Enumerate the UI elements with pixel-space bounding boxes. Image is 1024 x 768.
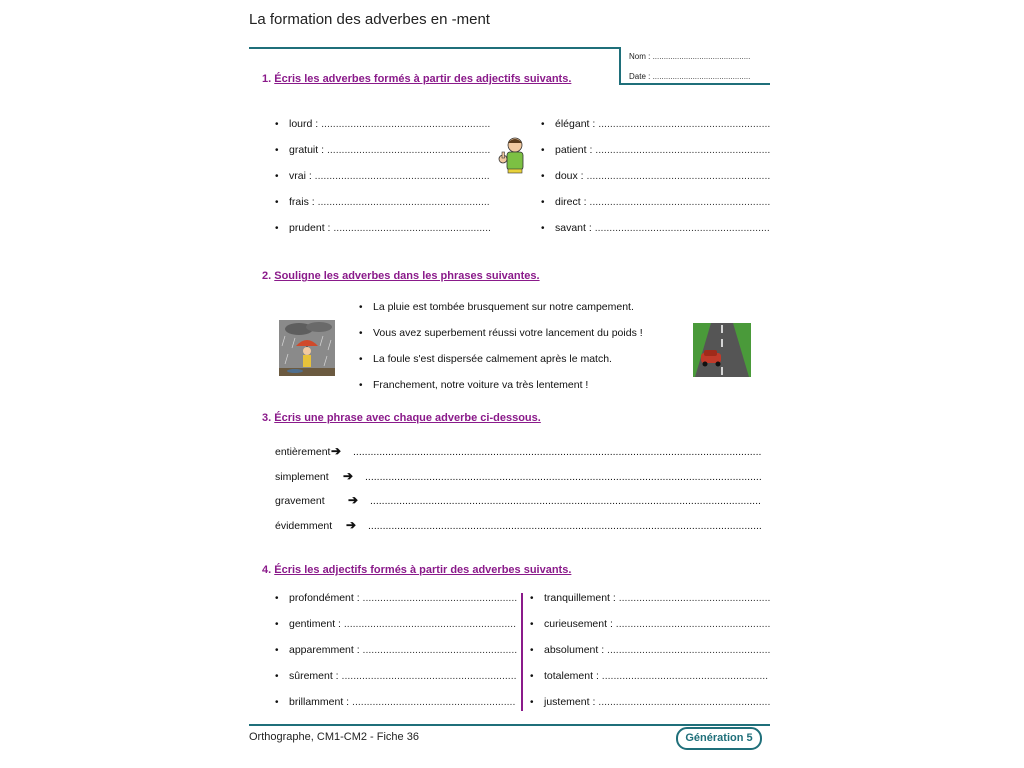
- adverb-item-row: [530, 696, 770, 708]
- answer-line[interactable]: ............................................................: [338, 670, 517, 682]
- answer-line[interactable]: ....................................................: [615, 592, 771, 604]
- adjective-item-label: patient :: [555, 144, 593, 156]
- sentence-item-row: [359, 301, 634, 313]
- header-rule: [249, 47, 619, 49]
- section-1-title: 1. Écris les adverbes formés à partir des adjectifs suivants.: [262, 73, 572, 85]
- answer-line[interactable]: .....................................................: [612, 618, 771, 630]
- adverb-item-label: totalement :: [544, 670, 599, 682]
- sentence-answer-line[interactable]: ......................................................................................................................................: [370, 495, 761, 507]
- bullet-icon: •: [359, 354, 363, 365]
- adverb-word: évidemment: [275, 519, 333, 532]
- adjective-item-row: [541, 170, 770, 182]
- publisher-badge: Génération 5: [676, 727, 762, 750]
- answer-line[interactable]: .........................................................: [598, 670, 769, 682]
- answer-line[interactable]: ........................................................: [324, 144, 491, 156]
- bullet-icon: •: [541, 145, 545, 156]
- right-arrow-icon: ➔: [348, 493, 359, 507]
- adverb-item-label: profondément :: [289, 592, 360, 604]
- answer-line[interactable]: ............................................................: [592, 144, 771, 156]
- answer-line[interactable]: ...............................................................: [583, 170, 771, 182]
- adjective-item-label: lourd :: [289, 118, 319, 130]
- right-arrow-icon: ➔: [343, 468, 354, 483]
- thumbs-up-boy-illustration: [497, 135, 533, 177]
- bullet-icon: •: [275, 593, 279, 604]
- answer-line[interactable]: ........................................................: [349, 696, 516, 708]
- answer-line[interactable]: ......................................................: [330, 222, 491, 234]
- adverb-item-row: [530, 592, 770, 604]
- adjective-item-label: prudent :: [289, 222, 331, 234]
- section-3-title: 3. Écris une phrase avec chaque adverbe ci-dessous.: [262, 412, 541, 424]
- adverb-word: simplement: [275, 470, 329, 483]
- header-divider: [619, 47, 621, 84]
- adverb-item-row: [275, 696, 515, 708]
- adjective-item-row: [541, 222, 770, 234]
- answer-line[interactable]: .....................................................: [359, 644, 518, 656]
- adjective-item-row: [541, 196, 770, 208]
- adverb-item-row: [275, 670, 517, 682]
- adverb-item-row: [275, 644, 517, 656]
- adjective-item-label: gratuit :: [289, 144, 325, 156]
- bullet-icon: •: [275, 171, 279, 182]
- adjective-item-label: savant :: [555, 222, 592, 234]
- adverb-item-row: [530, 618, 770, 630]
- adjective-item-row: [275, 170, 490, 182]
- page-title: La formation des adverbes en -ment: [249, 11, 490, 28]
- bullet-icon: •: [275, 223, 279, 234]
- adverb-item-row: [530, 670, 768, 682]
- bullet-icon: •: [530, 593, 534, 604]
- section-4-divider: [521, 593, 523, 711]
- sentence-item-row: [359, 353, 612, 365]
- adverb-item-label: apparemment :: [289, 644, 360, 656]
- bullet-icon: •: [275, 697, 279, 708]
- adjective-item-label: frais :: [289, 196, 315, 208]
- sentence-item-row: [359, 327, 643, 339]
- adverb-item-row: [275, 618, 516, 630]
- section-2-title: 2. Souligne les adverbes dans les phrases suivantes.: [262, 270, 540, 282]
- sentence-item-row: [359, 379, 588, 391]
- adjective-item-row: [541, 144, 770, 156]
- sentence-item-label: Franchement, notre voiture va très lentement !: [373, 379, 589, 391]
- footer-text: Orthographe, CM1-CM2 - Fiche 36: [249, 731, 419, 743]
- adjective-item-row: [275, 144, 490, 156]
- answer-line[interactable]: ............................................................: [311, 170, 490, 182]
- right-arrow-icon: ➔: [331, 444, 342, 458]
- answer-line[interactable]: ..............................................................: [586, 196, 771, 208]
- adverb-item-label: justement :: [544, 696, 596, 708]
- bullet-icon: •: [359, 328, 363, 339]
- bullet-icon: •: [275, 145, 279, 156]
- bullet-icon: •: [541, 171, 545, 182]
- adverb-item-label: tranquillement :: [544, 592, 616, 604]
- answer-line[interactable]: ............................................................: [591, 222, 770, 234]
- bullet-icon: •: [275, 671, 279, 682]
- bullet-icon: •: [275, 197, 279, 208]
- bullet-icon: •: [530, 697, 534, 708]
- adjective-item-row: [275, 118, 490, 130]
- sentence-answer-line[interactable]: .......................................................................................................................................: [368, 519, 762, 532]
- header-bottom-rule: [619, 83, 770, 85]
- adverb-item-label: brillamment :: [289, 696, 350, 708]
- rain-umbrella-illustration: [279, 320, 335, 376]
- bullet-icon: •: [359, 380, 363, 391]
- adverb-item-label: curieusement :: [544, 618, 613, 630]
- sentence-item-label: La foule s'est dispersée calmement après le match.: [373, 353, 612, 365]
- bullet-icon: •: [359, 302, 363, 313]
- adjective-item-label: vrai :: [289, 170, 312, 182]
- date-field: Date : ............................................: [629, 72, 751, 81]
- sentence-item-label: Vous avez superbement réussi votre lancement du poids !: [373, 327, 643, 339]
- sentence-answer-line[interactable]: ........................................................................................................................................: [365, 470, 762, 483]
- footer-rule: [249, 724, 770, 726]
- bullet-icon: •: [541, 119, 545, 130]
- answer-line[interactable]: ...........................................................: [340, 618, 516, 630]
- bullet-icon: •: [275, 619, 279, 630]
- bullet-icon: •: [275, 119, 279, 130]
- bullet-icon: •: [275, 645, 279, 656]
- bullet-icon: •: [541, 197, 545, 208]
- road-car-illustration: [693, 323, 751, 377]
- adjective-item-row: [541, 118, 770, 130]
- adverb-item-label: absolument :: [544, 644, 605, 656]
- adverb-item-label: gentiment :: [289, 618, 341, 630]
- sentence-answer-line[interactable]: ............................................................................................................................................: [353, 446, 762, 458]
- bullet-icon: •: [530, 645, 534, 656]
- adverb-item-label: sûrement :: [289, 670, 339, 682]
- bullet-icon: •: [530, 671, 534, 682]
- adjective-item-row: [275, 222, 491, 234]
- adjective-item-label: élégant :: [555, 118, 596, 130]
- adjective-item-label: doux :: [555, 170, 584, 182]
- answer-line[interactable]: .....................................................: [359, 592, 518, 604]
- answer-line[interactable]: ...........................................................: [595, 696, 771, 708]
- bullet-icon: •: [541, 223, 545, 234]
- sentence-item-label: La pluie est tombée brusquement sur notre campement.: [373, 301, 634, 313]
- adverb-item-row: [530, 644, 770, 656]
- answer-line[interactable]: ...........................................................: [595, 118, 771, 130]
- adverb-item-row: [275, 592, 517, 604]
- name-field: Nom : ............................................: [629, 52, 751, 61]
- adjective-item-row: [275, 196, 490, 208]
- answer-line[interactable]: ........................................................: [604, 644, 771, 656]
- bullet-icon: •: [530, 619, 534, 630]
- adverb-word: entièrement: [275, 446, 331, 458]
- section-4-title: 4. Écris les adjectifs formés à partir des adverbes suivants.: [262, 564, 572, 576]
- answer-line[interactable]: ..........................................................: [318, 118, 491, 130]
- right-arrow-icon: ➔: [346, 517, 357, 532]
- answer-line[interactable]: ...........................................................: [314, 196, 490, 208]
- adjective-item-label: direct :: [555, 196, 587, 208]
- adverb-word: gravement: [275, 495, 325, 507]
